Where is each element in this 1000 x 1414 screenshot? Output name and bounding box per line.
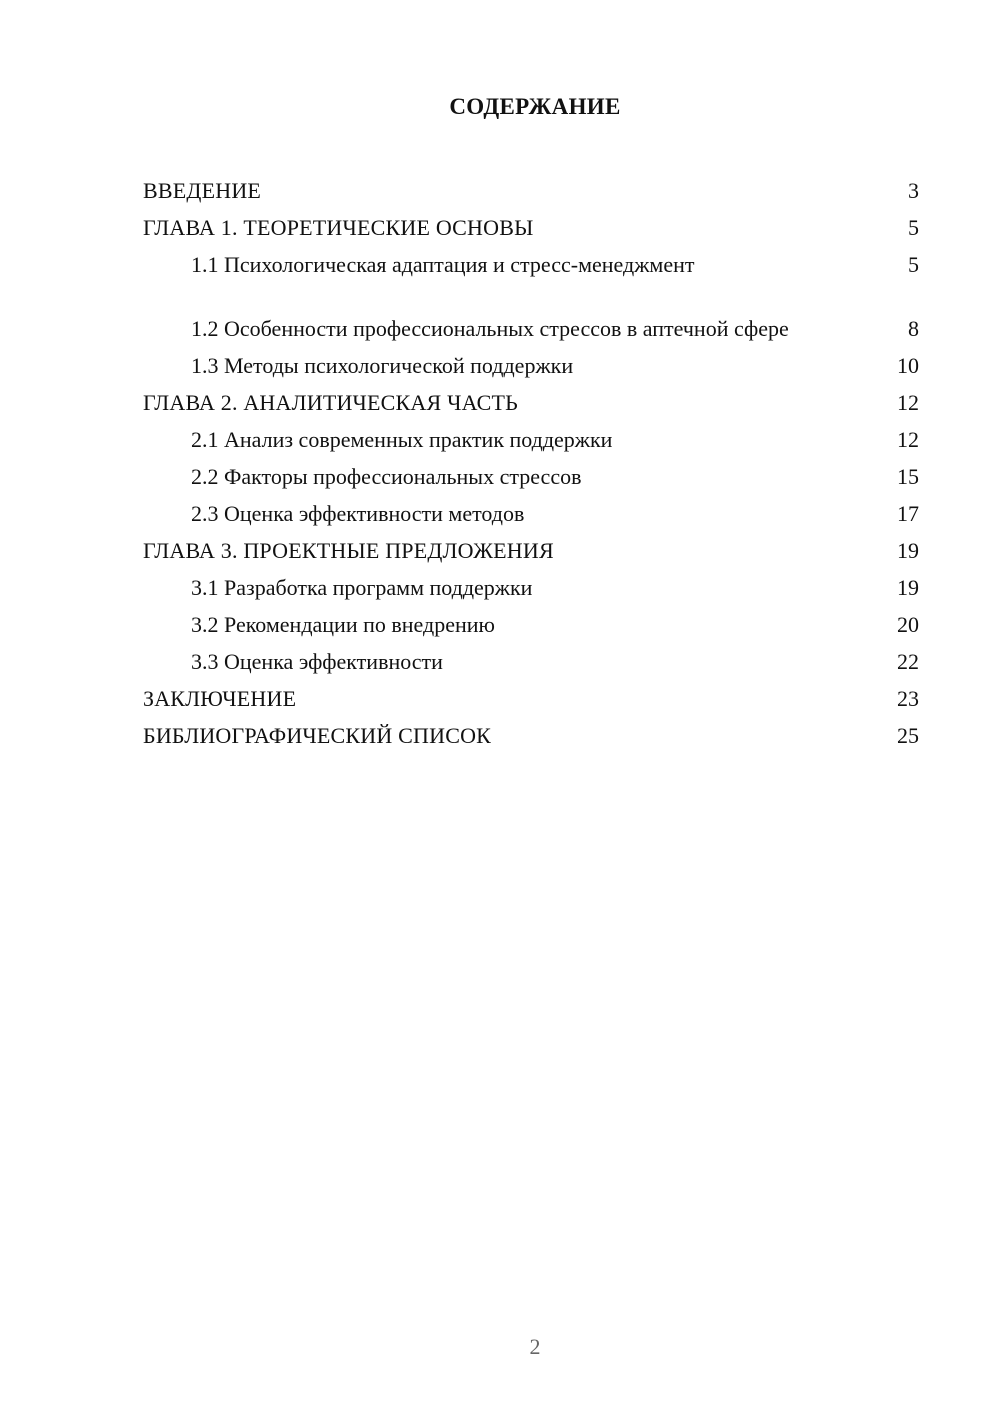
table-of-contents: [143, 167, 919, 749]
toc-entry-section-2-3[interactable]: [143, 490, 919, 527]
page-number: 2: [529, 1334, 541, 1359]
toc-entry-label: ЗАКЛЮЧЕНИЕ: [143, 686, 297, 711]
toc-entry-page: 19: [897, 575, 919, 600]
toc-entry-label: ВВЕДЕНИЕ: [143, 178, 262, 203]
toc-title: СОДЕРЖАНИЕ: [449, 94, 621, 119]
toc-entry-page: 23: [897, 686, 919, 711]
toc-entry-label: ГЛАВА 3. ПРОЕКТНЫЕ ПРЕДЛОЖЕНИЯ: [143, 538, 554, 563]
toc-entry-label: 1.3 Методы психологической поддержки: [191, 353, 574, 378]
toc-entry-page: 25: [897, 723, 919, 748]
toc-entry-chapter-3[interactable]: [143, 527, 919, 564]
toc-entry-section-3-3[interactable]: [143, 638, 919, 675]
toc-entry-label: 3.3 Оценка эффективности: [191, 649, 443, 674]
toc-entry-page: 3: [908, 178, 919, 203]
toc-entry-label: 3.2 Рекомендации по внедрению: [191, 612, 495, 637]
toc-entry-section-3-2[interactable]: [143, 601, 919, 638]
toc-entry-page: 12: [897, 390, 919, 415]
toc-entry-page: 10: [897, 353, 919, 378]
toc-entry-page: 19: [897, 538, 919, 563]
toc-entry-page: 17: [897, 501, 919, 526]
toc-entry-page: 22: [897, 649, 919, 674]
toc-entry-page: 20: [897, 612, 919, 637]
toc-entry-page: 5: [908, 215, 919, 240]
toc-entry-page: 15: [897, 464, 919, 489]
toc-entry-label: БИБЛИОГРАФИЧЕСКИЙ СПИСОК: [143, 723, 492, 748]
toc-entry-label: 2.3 Оценка эффективности методов: [191, 501, 525, 526]
toc-entry-label: ГЛАВА 1. ТЕОРЕТИЧЕСКИЕ ОСНОВЫ: [143, 215, 534, 240]
toc-entry-bibliography[interactable]: [143, 712, 919, 749]
toc-entry-page: 12: [897, 427, 919, 452]
toc-entry-section-1-1[interactable]: [143, 241, 919, 278]
toc-entry-label: 2.2 Факторы профессиональных стрессов: [191, 464, 582, 489]
toc-entry-page: 8: [908, 316, 919, 341]
toc-entry-label: ГЛАВА 2. АНАЛИТИЧЕСКАЯ ЧАСТЬ: [143, 390, 518, 415]
toc-entry-section-1-2[interactable]: [143, 278, 919, 342]
toc-entry-chapter-2[interactable]: [143, 379, 919, 416]
toc-entry-page: 5: [908, 252, 919, 277]
toc-entry-chapter-1[interactable]: [143, 204, 919, 241]
toc-entry-label: 2.1 Анализ современных практик поддержки: [191, 427, 613, 452]
toc-entry-conclusion[interactable]: [143, 675, 919, 712]
toc-entry-section-1-3[interactable]: [143, 342, 919, 379]
toc-entry-introduction[interactable]: [143, 167, 919, 204]
toc-entry-label: 1.1 Психологическая адаптация и стресс-менеджмент: [191, 252, 695, 277]
toc-entry-section-2-1[interactable]: [143, 416, 919, 453]
toc-entry-section-2-2[interactable]: [143, 453, 919, 490]
toc-entry-section-3-1[interactable]: [143, 564, 919, 601]
toc-entry-label: 3.1 Разработка программ поддержки: [191, 575, 533, 600]
toc-entry-label: 1.2 Особенности профессиональных стрессов в аптечной сфере: [191, 316, 789, 341]
